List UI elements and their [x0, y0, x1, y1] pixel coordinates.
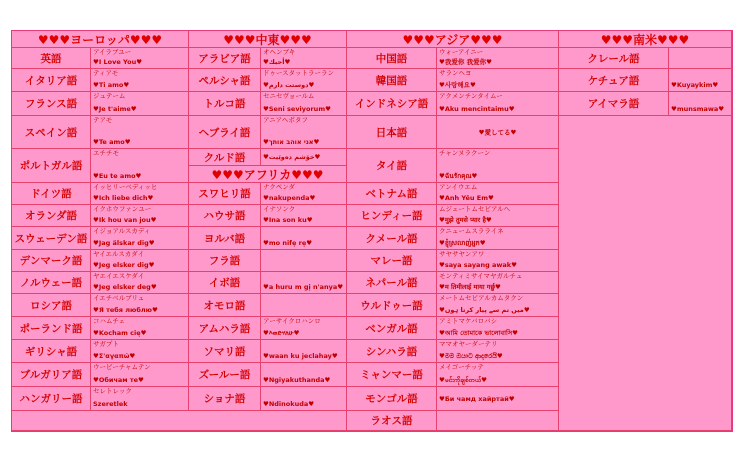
kana-text: ママオヤーダーテリ — [439, 340, 498, 348]
south-america-header: ♥♥♥南米♥♥♥ — [559, 31, 732, 48]
phrase-cell — [437, 272, 559, 294]
kana-text: ヤイエルスカダイ — [93, 250, 145, 258]
kana-text: セニセヴョールム — [263, 92, 315, 100]
phrase-text: ♥Jag älskar dig♥ — [93, 239, 155, 247]
phrase-text: ♥a huru m gị n'anya♥ — [263, 283, 344, 291]
kana-text: アミトマケバロバシ — [439, 317, 498, 325]
phrase-text: ♥Je t'aime♥ — [93, 105, 137, 113]
phrase-cell — [91, 227, 189, 250]
lang-cell: スウェーデン語 — [12, 227, 91, 250]
phrase-cell — [91, 294, 189, 317]
phrase-text: Szeretlek — [93, 400, 128, 408]
phrase-cell — [669, 69, 732, 92]
phrase-cell — [91, 205, 189, 227]
phrase-text: ♥I Love You♥ — [93, 58, 143, 66]
lang-cell: ヨルバ語 — [189, 227, 261, 250]
kana-text: テアモ — [93, 116, 113, 124]
phrase-text: ♥Te amo♥ — [93, 138, 131, 146]
lang-cell: ズールー語 — [189, 363, 261, 387]
phrase-text: ♥Σ'αγαπώ♥ — [93, 352, 136, 360]
lang-cell: ペルシャ語 — [189, 69, 261, 92]
phrase-cell — [437, 183, 559, 205]
asia-header: ♥♥♥アジア♥♥♥ — [347, 31, 559, 48]
kana-text: サガプト — [93, 340, 119, 348]
phrase-text: ♥Ina son ku♥ — [263, 216, 313, 224]
kana-text: イジョアルスカディ — [93, 227, 151, 235]
kana-text: ウービーチャムテン — [93, 363, 151, 371]
phrase-cell — [261, 340, 347, 363]
lang-cell: ヒンディー語 — [347, 205, 437, 227]
phrase-cell — [669, 92, 732, 116]
lang-cell: ロシア語 — [12, 294, 91, 317]
lang-cell: ポルトガル語 — [12, 149, 91, 183]
kana-text: ヤエイエスケダイ — [93, 272, 145, 280]
kana-text: セレトレック — [93, 387, 132, 395]
lang-cell: ネパール語 — [347, 272, 437, 294]
phrase-cell — [437, 69, 559, 92]
phrase-cell — [91, 387, 189, 411]
phrase-cell — [261, 387, 347, 411]
lang-cell: クレール語 — [559, 48, 669, 69]
phrase-cell — [91, 48, 189, 69]
phrase-text: ♥愛してる♥ — [478, 128, 517, 137]
kana-text: クニュームスラライネ — [439, 227, 504, 235]
phrase-cell — [91, 69, 189, 92]
phrase-text: ♥دوستت دارم♥ — [263, 81, 315, 89]
phrase-cell — [91, 92, 189, 116]
phrase-cell — [437, 294, 559, 317]
lang-cell: マレー語 — [347, 250, 437, 272]
kana-text: イクホウファンユー — [93, 205, 152, 213]
phrase-text: ♥Обичам те♥ — [93, 376, 144, 384]
phrase-text: ♥أحبك♥ — [263, 58, 291, 66]
phrase-cell — [261, 227, 347, 250]
phrase-text: ♥မင်းကိုချစ်တယ်♥ — [439, 376, 487, 384]
kana-text: アニアヘボタフ — [263, 116, 308, 124]
kana-text: ドゥースタットラーラン — [263, 69, 335, 77]
lang-cell: ポーランド語 — [12, 317, 91, 340]
phrase-cell — [437, 363, 559, 387]
translation-table — [11, 30, 733, 432]
phrase-text: ♥እወድሃለሁ♥ — [263, 329, 300, 337]
phrase-text: ♥Kocham cię♥ — [93, 329, 147, 337]
phrase-cell — [437, 48, 559, 69]
lang-cell: ハンガリー語 — [12, 387, 91, 411]
phrase-text: ♥Seni seviyorum♥ — [263, 105, 331, 113]
kana-text: メイゴーチッテ — [439, 363, 484, 371]
phrase-cell — [261, 250, 347, 272]
phrase-text: ♥Ndinokuda♥ — [263, 400, 315, 408]
phrase-cell — [437, 317, 559, 340]
phrase-text: ♥Я тебя люблю♥ — [93, 306, 158, 314]
lang-cell: 韓国語 — [347, 69, 437, 92]
phrase-cell — [669, 48, 732, 69]
lang-cell: クルド語 — [189, 149, 261, 166]
europe-header: ♥♥♥ヨーロッパ♥♥♥ — [12, 31, 189, 48]
lang-cell: インドネシア語 — [347, 92, 437, 116]
kana-text: アイラブユー — [93, 48, 132, 56]
phrase-cell — [91, 116, 189, 149]
middle-east-header: ♥♥♥中東♥♥♥ — [189, 31, 347, 48]
phrase-cell — [261, 317, 347, 340]
lang-cell: 日本語 — [347, 116, 437, 149]
lang-cell: ミャンマー語 — [347, 363, 437, 387]
lang-cell: イボ語 — [189, 272, 261, 294]
lang-cell: ブルガリア語 — [12, 363, 91, 387]
lang-cell: アムハラ語 — [189, 317, 261, 340]
lang-cell: 英語 — [12, 48, 91, 69]
phrase-cell — [437, 116, 559, 149]
phrase-cell — [91, 340, 189, 363]
lang-cell: クメール語 — [347, 227, 437, 250]
empty-area — [12, 411, 347, 431]
phrase-text: ♥nakupenda♥ — [263, 194, 316, 202]
kana-text: イエチベルブリュ — [93, 294, 145, 302]
lang-cell: オモロ語 — [189, 294, 261, 317]
phrase-cell — [91, 317, 189, 340]
phrase-text: ♥Ik hou van jou♥ — [93, 216, 157, 224]
phrase-cell — [437, 92, 559, 116]
phrase-text: ♥Jeg elsker dig♥ — [93, 261, 155, 269]
lang-cell: ラオス語 — [347, 411, 437, 431]
lang-cell: ノルウェー語 — [12, 272, 91, 294]
phrase-cell — [437, 340, 559, 363]
phrase-cell — [437, 250, 559, 272]
lang-cell: ショナ語 — [189, 387, 261, 411]
phrase-cell — [437, 411, 559, 431]
phrase-cell — [261, 116, 347, 149]
phrase-text: ♥Ngiyakuthanda♥ — [263, 376, 331, 384]
phrase-cell — [437, 227, 559, 250]
phrase-text: ♥Kuyaykim♥ — [671, 81, 719, 89]
phrase-cell — [91, 272, 189, 294]
phrase-text: ♥Ich liebe dich♥ — [93, 194, 154, 202]
kana-text: アーサイクロハンロ — [263, 317, 321, 325]
lang-cell: フランス語 — [12, 92, 91, 116]
lang-cell: スワヒリ語 — [189, 183, 261, 205]
phrase-cell — [261, 149, 347, 166]
lang-cell: ウルドゥー語 — [347, 294, 437, 317]
lang-cell: イタリア語 — [12, 69, 91, 92]
phrase-cell — [261, 363, 347, 387]
lang-cell: ギリシャ語 — [12, 340, 91, 363]
kana-text: オヘンブキ — [263, 48, 296, 56]
lang-cell: ソマリ語 — [189, 340, 261, 363]
lang-cell: トルコ語 — [189, 92, 261, 116]
phrase-text: ♥मुझे तुमसे प्यार है♥ — [439, 216, 492, 224]
phrase-cell — [91, 363, 189, 387]
lang-cell: タイ語 — [347, 149, 437, 183]
lang-cell: ドイツ語 — [12, 183, 91, 205]
phrase-text: ♥Ti amo♥ — [93, 81, 130, 89]
phrase-cell — [261, 183, 347, 205]
phrase-cell — [437, 387, 559, 411]
lang-cell: アラビア語 — [189, 48, 261, 69]
lang-cell: スペイン語 — [12, 116, 91, 149]
kana-text: イッヒリーベディッヒ — [93, 183, 158, 191]
kana-text: ウォーアイニー — [439, 48, 484, 56]
phrase-cell — [261, 69, 347, 92]
phrase-text: ♥Eu te amo♥ — [93, 172, 142, 180]
phrase-text: ♥munsmawa♥ — [671, 105, 725, 113]
lang-cell: ケチュア語 — [559, 69, 669, 92]
phrase-cell — [91, 149, 189, 183]
lang-cell: オランダ語 — [12, 205, 91, 227]
lang-cell: ヘブライ語 — [189, 116, 261, 149]
phrase-text: ♥saya sayang awak♥ — [439, 261, 517, 269]
lang-cell: ベンガル語 — [347, 317, 437, 340]
phrase-text: ♥ฉันรักคุณ♥ — [439, 172, 478, 180]
kana-text: アクメンチンタイムー — [439, 92, 503, 100]
lang-cell: ベトナム語 — [347, 183, 437, 205]
kana-text: エチチモ — [93, 149, 119, 157]
phrase-text: ♥ខ្ញុំស្រលាញ់អ្នក♥ — [439, 239, 486, 247]
lang-cell: モンゴル語 — [347, 387, 437, 411]
phrase-cell — [91, 250, 189, 272]
lang-cell: デンマーク語 — [12, 250, 91, 272]
kana-text: サヤサヤンアワ — [439, 250, 485, 258]
lang-cell: アイマラ語 — [559, 92, 669, 116]
phrase-cell — [261, 205, 347, 227]
kana-text: チャンヌラクーン — [439, 149, 491, 157]
phrase-cell — [437, 205, 559, 227]
phrase-text: ♥我爱你 我爱你♥ — [439, 58, 492, 66]
phrase-cell — [261, 294, 347, 317]
phrase-text: ♥Jeg elsker deg♥ — [93, 283, 157, 291]
phrase-text: ♥خۆشم دەوێیت♥ — [263, 153, 321, 161]
lang-cell: ハウサ語 — [189, 205, 261, 227]
kana-text: ティアモ — [93, 69, 119, 77]
phrase-text: ♥Би чамд хайртай♥ — [439, 394, 515, 403]
lang-cell: フラ語 — [189, 250, 261, 272]
lang-cell: 中国語 — [347, 48, 437, 69]
phrase-text: ♥mo nifẹ rẹ♥ — [263, 239, 313, 247]
kana-text: アンイウエム — [439, 183, 478, 191]
kana-text: ジュテーム — [93, 92, 126, 100]
phrase-text: ♥Anh Yêu Em♥ — [439, 194, 494, 202]
phrase-text: ♥میں تم سے پیار کرتا ہوں♥ — [439, 306, 530, 314]
phrase-cell — [261, 272, 347, 294]
kana-text: サランヘヨ — [439, 69, 472, 77]
kana-text: モンティミサイマヤガルチュ — [439, 272, 523, 280]
kana-text: コハムチェ — [93, 317, 126, 325]
phrase-cell — [261, 48, 347, 69]
lang-cell: シンハラ語 — [347, 340, 437, 363]
kana-text: ナクペンダ — [263, 183, 295, 191]
africa-header: ♥♥♥アフリカ♥♥♥ — [189, 166, 347, 183]
phrase-cell — [261, 92, 347, 116]
phrase-text: ♥אני אוהב אותך♥ — [263, 138, 320, 146]
kana-text: ムジェートムセピアルへ — [439, 205, 511, 213]
phrase-text: ♥사랑해요♥ — [439, 81, 476, 89]
phrase-text: ♥আমি তোমাকে ভালোবাসি♥ — [439, 329, 519, 337]
phrase-text: ♥म तिमीलाई माया गर्छु♥ — [439, 283, 501, 291]
phrase-text: ♥waan ku jeclahay♥ — [263, 352, 338, 360]
kana-text: イナソンク — [263, 205, 296, 213]
empty-area — [559, 116, 732, 431]
phrase-text: ♥මම ඔයාට ආදරෙයි♥ — [439, 352, 503, 360]
phrase-cell — [437, 149, 559, 183]
phrase-cell — [91, 183, 189, 205]
phrase-text: ♥Aku mencintaimu♥ — [439, 105, 515, 113]
kana-text: メートムセピアルカムタクン — [439, 294, 524, 302]
